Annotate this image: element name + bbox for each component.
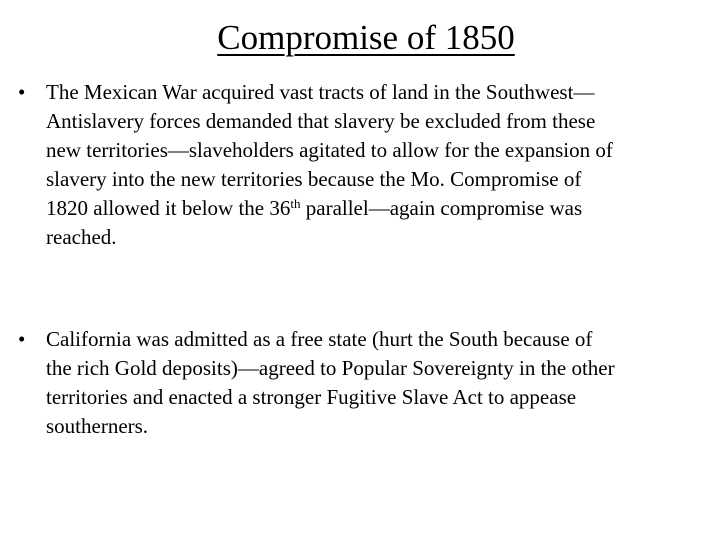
text-segment: parallel—again compromise was <box>300 196 583 220</box>
slide-title: Compromise of 1850 <box>217 18 515 57</box>
text-line <box>46 194 708 223</box>
text-line: reached. <box>46 225 117 249</box>
text-line: slavery into the new territories because the Mo. Compromise of <box>46 167 582 191</box>
text-line: new territories—slaveholders agitated to allow for the expansion of <box>46 138 613 162</box>
bullet-point-icon: • <box>18 80 26 104</box>
text-line: California was admitted as a free state (hurt the South because of <box>46 327 593 351</box>
text-line: Antislavery forces demanded that slavery be excluded from these <box>46 109 596 133</box>
bullet-california <box>18 325 708 441</box>
bullet-text <box>46 78 708 252</box>
text-segment: 1820 allowed it below the 36 <box>46 196 291 220</box>
bullet-mexican-war <box>18 78 708 252</box>
bullet-text <box>46 325 708 441</box>
text-line: southerners. <box>46 414 149 438</box>
superscript-ordinal: th <box>290 196 301 211</box>
bullet-point-icon: • <box>18 327 26 351</box>
text-line: the rich Gold deposits)—agreed to Popular Sovereignty in the other <box>46 356 615 380</box>
text-line: territories and enacted a stronger Fugitive Slave Act to appease <box>46 385 577 409</box>
text-line: The Mexican War acquired vast tracts of land in the Southwest— <box>46 80 595 104</box>
